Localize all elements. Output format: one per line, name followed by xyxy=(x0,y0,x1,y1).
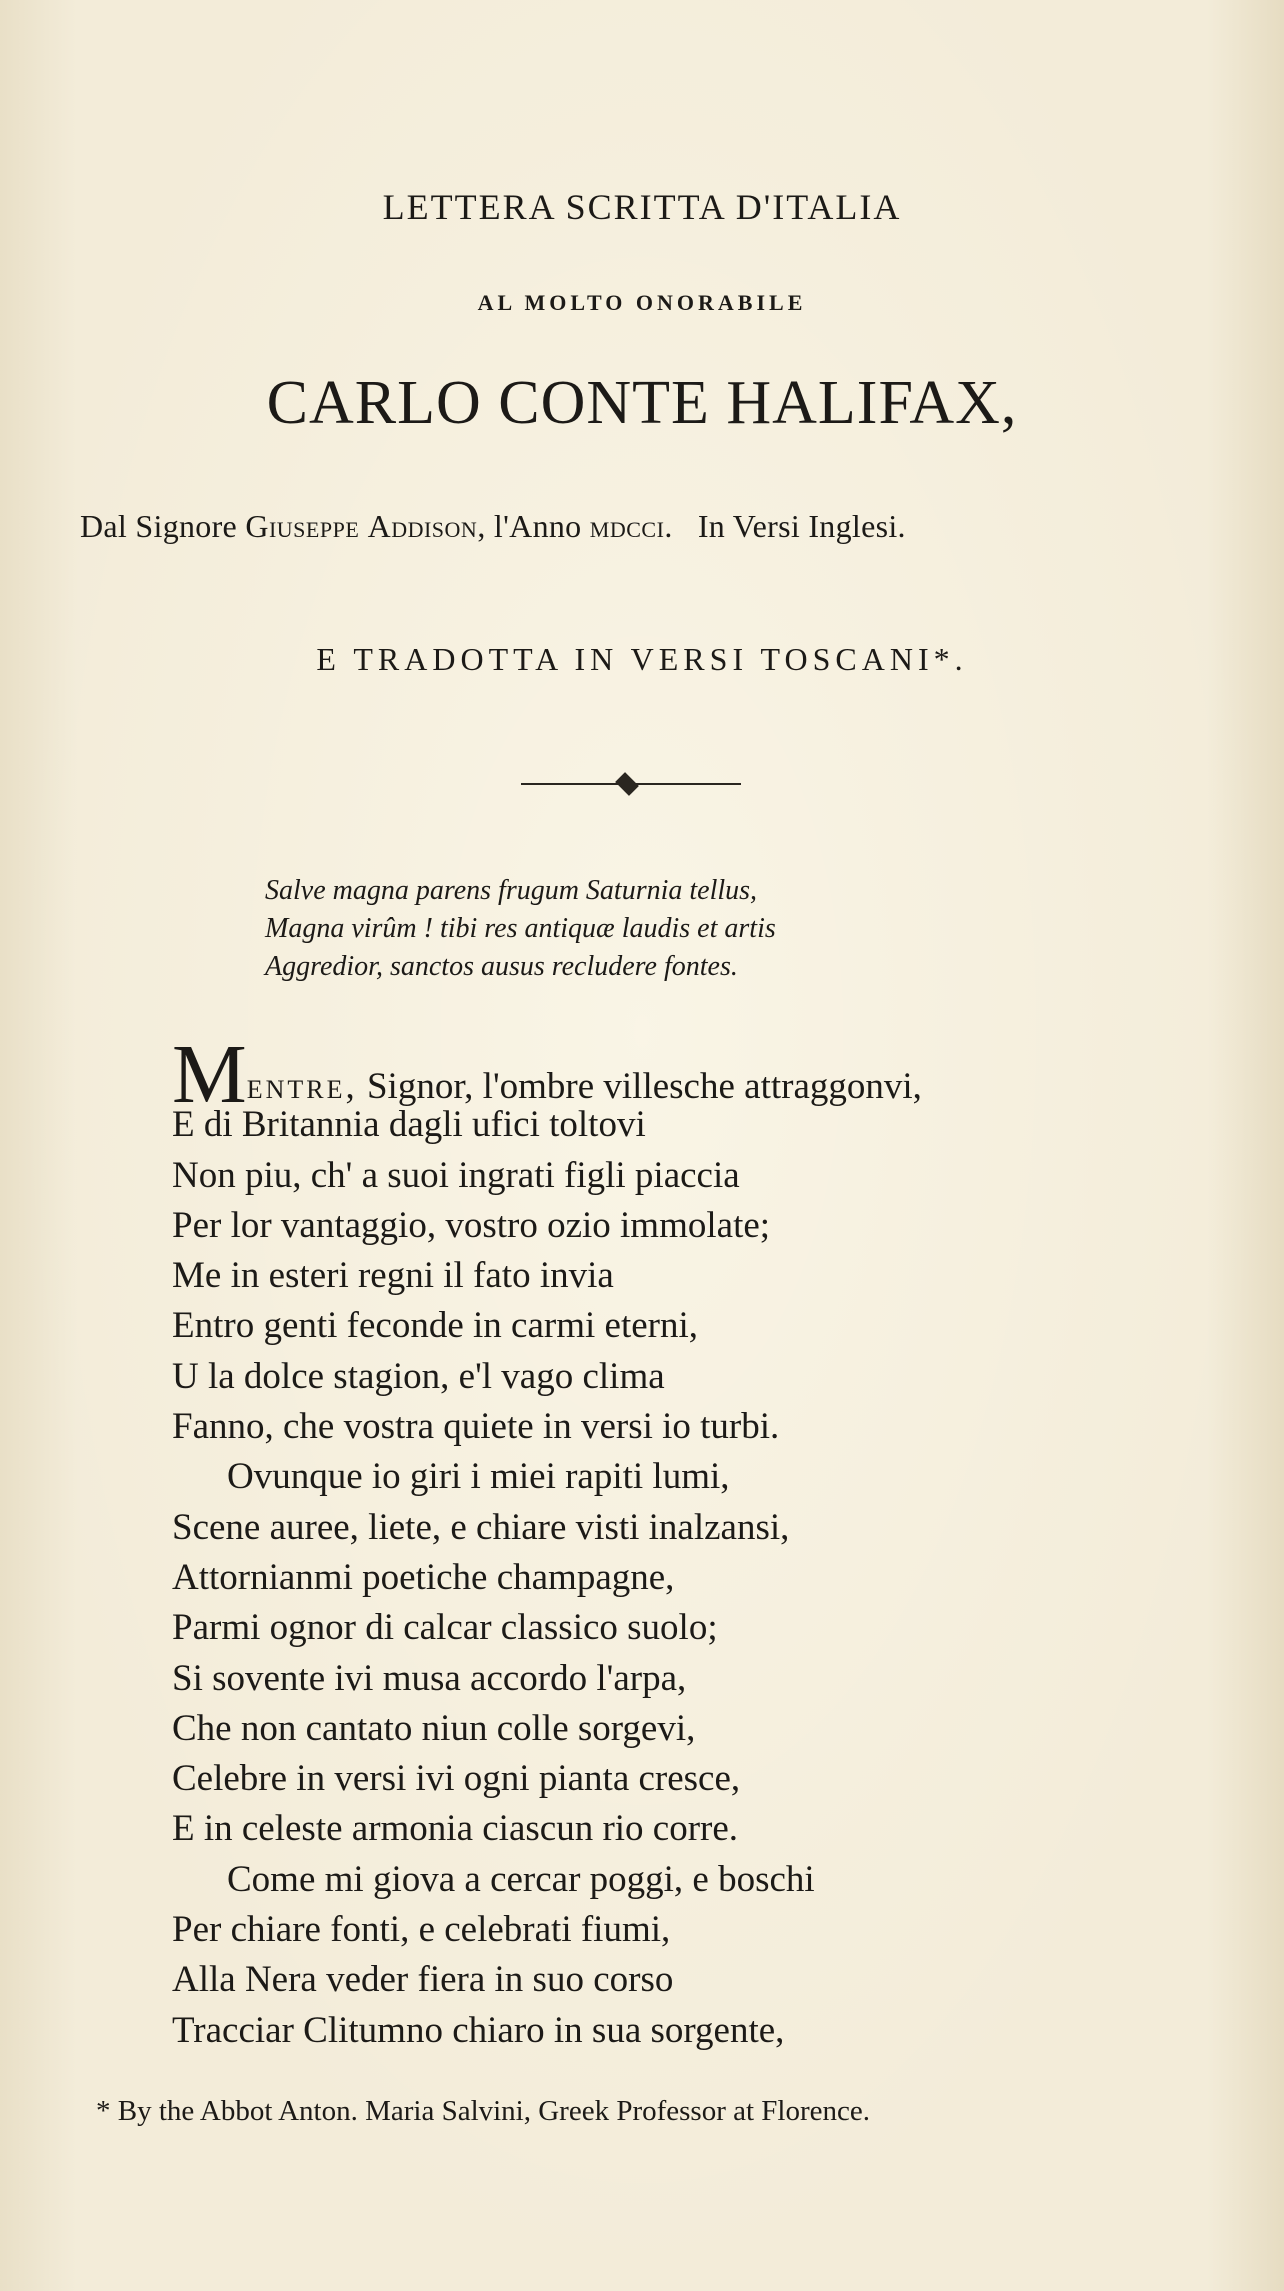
epigraph-line: Salve magna parens frugum Saturnia tellus, xyxy=(265,875,758,906)
title-line-lettera: LETTERA SCRITTA D'ITALIA xyxy=(382,187,902,227)
poem-line: Fanno, che vostra quiete in versi io turbi. xyxy=(172,1406,780,1448)
poem-line: Parmi ognor di calcar classico suolo; xyxy=(172,1607,718,1649)
poem-line: Entro genti feconde in carmi eterni, xyxy=(172,1305,699,1347)
title-line-recipient: CARLO CONTE HALIFAX, xyxy=(266,369,1018,437)
poem-line: Alla Nera veder fiera in suo corso xyxy=(172,1959,674,2001)
ornament-diamond-icon xyxy=(615,772,639,796)
title-line-translation: E TRADOTTA IN VERSI TOSCANI*. xyxy=(316,641,968,677)
poem-line: Attornianmi poetiche champagne, xyxy=(172,1556,675,1598)
poem-line: Celebre in versi ivi ogni pianta cresce, xyxy=(172,1758,741,1800)
poem-body xyxy=(172,1028,922,2056)
epigraph-line: Magna virûm ! tibi res antiquæ laudis et artis xyxy=(265,913,776,944)
title-line-author: Dal Signore Giuseppe Addison, l'Anno mdcci. In Versi Inglesi. xyxy=(80,508,906,544)
poem-line-first: Mentre, Signor, l'ombre villesche attraggonvi, xyxy=(172,1028,922,1121)
poem-line: E di Britannia dagli ufici toltovi xyxy=(172,1104,646,1146)
poem-line: U la dolce stagion, e'l vago clima xyxy=(172,1355,665,1397)
poem-line: Non piu, ch' a suoi ingrati figli piaccia xyxy=(172,1154,740,1196)
poem-line: Me in esteri regni il fato invia xyxy=(172,1255,614,1297)
poem-line: Come mi giova a cercar poggi, e boschi xyxy=(227,1858,815,1900)
poem-line: Per chiare fonti, e celebrati fiumi, xyxy=(172,1909,671,1951)
poem-line: Che non cantato niun colle sorgevi, xyxy=(172,1707,696,1749)
drop-cap: M xyxy=(172,1028,247,1121)
epigraph-line: Aggredior, sanctos ausus recludere fontes. xyxy=(265,951,738,982)
poem-line: Si sovente ivi musa accordo l'arpa, xyxy=(172,1657,687,1699)
latin-epigraph xyxy=(265,872,776,986)
poem-line: Per lor vantaggio, vostro ozio immolate; xyxy=(172,1204,771,1246)
poem-line: E in celeste armonia ciascun rio corre. xyxy=(172,1808,739,1850)
poem-line: Tracciar Clitumno chiaro in sua sorgente, xyxy=(172,2009,785,2051)
poem-line: Scene auree, liete, e chiare visti inalzansi, xyxy=(172,1506,790,1548)
footnote: * By the Abbot Anton. Maria Salvini, Greek Professor at Florence. xyxy=(96,2095,871,2127)
title-line-dedication: AL MOLTO ONORABILE xyxy=(477,290,807,315)
poem-line: Ovunque io giri i miei rapiti lumi, xyxy=(227,1456,730,1498)
